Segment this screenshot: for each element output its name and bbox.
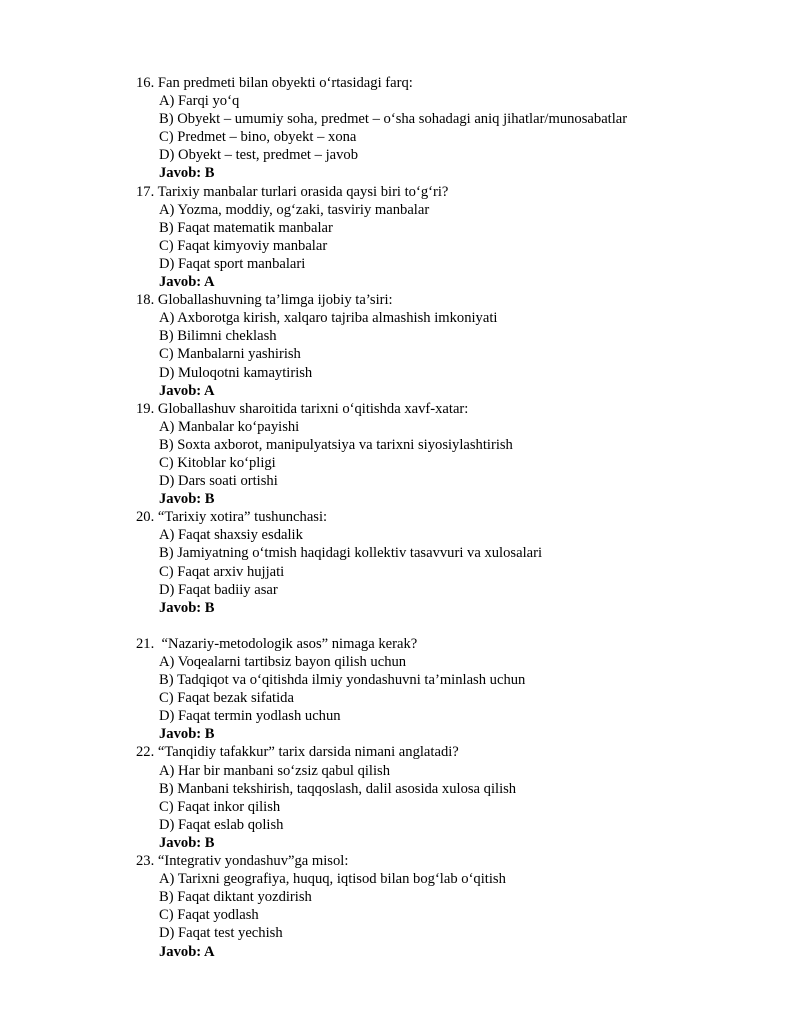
option-a: A) Faqat shaxsiy esdalik: [159, 527, 303, 544]
question-stem: [136, 852, 776, 870]
option-b: B) Manbani tekshirish, taqqoslash, dalil asosida xulosa qilish: [159, 780, 517, 797]
question-stem: [136, 743, 776, 761]
question-23: [136, 852, 776, 961]
option-c: C) Kitoblar ko‘pligi: [159, 454, 276, 471]
question-text: “Integrativ yondashuv”ga misol:: [157, 853, 349, 870]
question-19: [136, 400, 776, 509]
question-text: Globallashuv sharoitida tarixni o‘qitishda xavf-xatar:: [157, 400, 469, 417]
question-number: 17.: [136, 183, 155, 200]
question-17: [136, 183, 776, 292]
answer: Javob: B: [159, 726, 215, 743]
question-number: 21.: [136, 635, 155, 652]
question-text: “Tanqidiy tafakkur” tarix darsida nimani anglatadi?: [157, 744, 459, 761]
option-b: B) Faqat matematik manbalar: [159, 219, 333, 236]
option-d: D) Muloqotni kamaytirish: [159, 364, 313, 381]
question-16: [136, 74, 776, 183]
option-c: C) Faqat inkor qilish: [159, 798, 281, 815]
question-text: “Nazariy-metodologik asos” nimaga kerak?: [157, 635, 418, 652]
question-stem: [136, 508, 776, 526]
question-number: 19.: [136, 400, 155, 417]
option-d: D) Faqat test yechish: [159, 925, 283, 942]
option-d: D) Faqat badiiy asar: [159, 581, 278, 598]
option-c: C) Predmet – bino, obyekt – xona: [159, 129, 357, 146]
option-d: D) Obyekt – test, predmet – javob: [159, 147, 358, 164]
answer: Javob: A: [159, 382, 215, 399]
option-d: D) Faqat eslab qolish: [159, 816, 284, 833]
answer: Javob: B: [159, 599, 215, 616]
question-text: Fan predmeti bilan obyekti o‘rtasidagi farq:: [157, 75, 413, 91]
question-stem: [136, 183, 776, 201]
option-a: A) Manbalar ko‘payishi: [159, 418, 300, 435]
option-c: C) Faqat arxiv hujjati: [159, 563, 285, 580]
option-a: A) Farqi yo‘q: [159, 93, 240, 110]
option-b: B) Bilimni cheklash: [159, 328, 277, 345]
option-b: B) Soxta axborot, manipulyatsiya va tarixni siyosiylashtirish: [159, 436, 513, 453]
option-b: B) Obyekt – umumiy soha, predmet – o‘sha sohadagi aniq jihatlar/munosabatlar: [159, 111, 628, 128]
option-b: B) Tadqiqot va o‘qitishda ilmiy yondashuvni ta’minlash uchun: [159, 672, 526, 689]
option-a: A) Voqealarni tartibsiz bayon qilish uchun: [159, 654, 407, 670]
option-c: C) Manbalarni yashirish: [159, 346, 301, 363]
answer: Javob: B: [159, 834, 215, 851]
question-number: 22.: [136, 744, 155, 761]
question-number: 18.: [136, 292, 155, 309]
answer: Javob: A: [159, 943, 215, 960]
option-c: C) Faqat bezak sifatida: [159, 690, 294, 707]
option-a: A) Tarixni geografiya, huquq, iqtisod bilan bog‘lab o‘qitish: [159, 871, 506, 888]
option-c: C) Faqat yodlash: [159, 907, 259, 924]
answer: Javob: B: [159, 491, 215, 508]
question-text: Globallashuvning ta’limga ijobiy ta’siri:: [157, 292, 393, 309]
option-b: B) Faqat diktant yozdirish: [159, 889, 312, 906]
question-stem: [136, 635, 776, 653]
question-text: Tarixiy manbalar turlari orasida qaysi biri to‘g‘ri?: [157, 183, 449, 200]
question-list: [136, 74, 776, 961]
question-22: [136, 743, 776, 852]
question-20: [136, 508, 776, 617]
option-d: D) Faqat sport manbalari: [159, 255, 306, 272]
blank-line: [136, 617, 776, 635]
question-18: [136, 291, 776, 400]
answer: Javob: A: [159, 274, 215, 291]
option-d: D) Faqat termin yodlash uchun: [159, 708, 341, 725]
question-21: [136, 635, 776, 744]
option-c: C) Faqat kimyoviy manbalar: [159, 237, 328, 254]
answer: Javob: B: [159, 165, 215, 182]
option-a: A) Har bir manbani so‘zsiz qabul qilish: [159, 762, 391, 779]
question-stem: [136, 291, 776, 309]
question-number: 20.: [136, 509, 155, 526]
option-d: D) Dars soati ortishi: [159, 473, 278, 490]
option-b: B) Jamiyatning o‘tmish haqidagi kollektiv tasavvuri va xulosalari: [159, 545, 543, 562]
question-number: 23.: [136, 853, 155, 870]
question-text: “Tarixiy xotira” tushunchasi:: [157, 509, 328, 526]
option-a: A) Axborotga kirish, xalqaro tajriba almashish imkoniyati: [159, 310, 498, 327]
option-a: A) Yozma, moddiy, og‘zaki, tasviriy manbalar: [159, 201, 430, 218]
question-number: 16.: [136, 75, 155, 91]
question-stem: [136, 74, 776, 92]
question-stem: [136, 400, 776, 418]
